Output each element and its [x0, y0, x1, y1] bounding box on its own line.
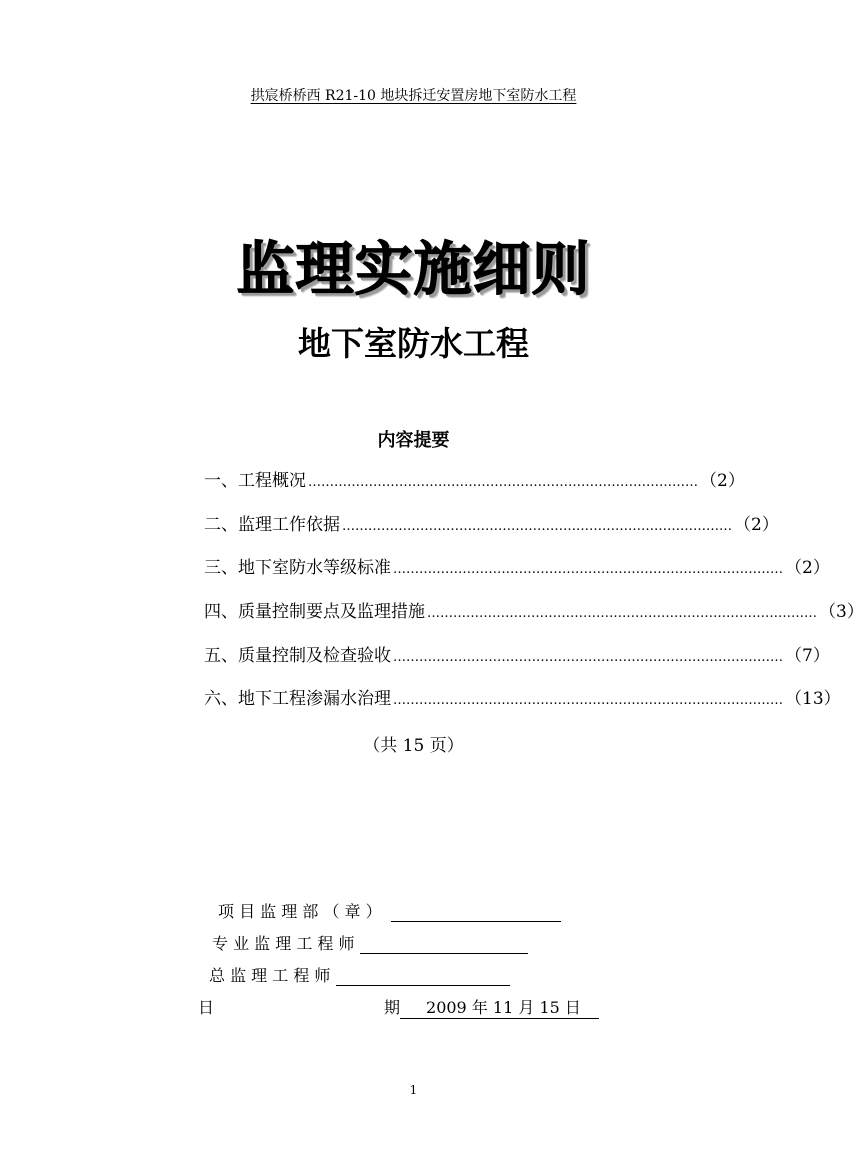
document-header — [0, 85, 827, 105]
toc-item — [204, 641, 830, 685]
toc-item-page: （2） — [700, 471, 745, 491]
date-value: 2009 年 11 月 15 日 — [400, 995, 599, 1019]
page-number: 1 — [409, 1083, 418, 1097]
toc-item-page: （7） — [785, 645, 830, 666]
toc-item-title: 五、质量控制及检查验收 — [204, 645, 391, 666]
toc-item — [204, 466, 745, 510]
toc-item — [204, 553, 830, 597]
chief-signature-line — [336, 967, 510, 986]
engineer-label: 专 业 监 理 工 程 师 — [212, 934, 355, 953]
chief-label: 总 监 理 工 程 师 — [209, 966, 331, 985]
toc-leader: ……………………………………………………………………………… — [393, 649, 783, 665]
toc-item — [204, 684, 841, 728]
table-of-contents — [204, 466, 864, 728]
signature-engineer — [212, 931, 528, 954]
toc-item-title: 四、质量控制要点及监理措施 — [204, 602, 425, 623]
toc-item-page: （2） — [734, 514, 779, 535]
toc-item-page: （3） — [819, 602, 864, 623]
project-name: 拱宸桥桥西 R21-10 地块拆迁安置房地下室防水工程 — [250, 88, 577, 104]
toc-item-title: 六、地下工程渗漏水治理 — [204, 689, 391, 710]
engineer-signature-line — [360, 935, 528, 954]
toc-item-title: 三、地下室防水等级标准 — [204, 558, 391, 579]
toc-leader: ……………………………………………………………………………… — [393, 693, 783, 709]
toc-item — [204, 597, 864, 641]
toc-leader: ……………………………………………………………………………… — [393, 562, 783, 578]
toc-item-title: 一、工程概况 — [204, 471, 306, 491]
toc-leader: ……………………………………………………………………………… — [342, 518, 732, 534]
toc-leader: ……………………………………………………………………………… — [427, 606, 817, 622]
date-label-left: 日 — [198, 998, 215, 1017]
signature-date — [384, 995, 599, 1019]
sub-title: 地下室防水工程 — [298, 324, 529, 363]
total-pages: （共 15 页） — [363, 736, 464, 756]
main-title: 监理实施细则 — [236, 235, 591, 303]
signature-dept — [218, 899, 561, 922]
toc-item — [204, 510, 779, 554]
dept-label: 项 目 监 理 部 （ 章 ） — [218, 902, 382, 921]
toc-leader: ……………………………………………………………………………… — [308, 475, 698, 490]
toc-item-page: （2） — [785, 558, 830, 579]
signature-chief — [209, 963, 510, 986]
toc-heading: 内容提要 — [377, 430, 450, 451]
toc-item-page: （13） — [785, 689, 841, 710]
date-label-right: 期 — [384, 998, 401, 1017]
dept-signature-line — [391, 903, 561, 922]
toc-item-title: 二、监理工作依据 — [204, 514, 340, 535]
